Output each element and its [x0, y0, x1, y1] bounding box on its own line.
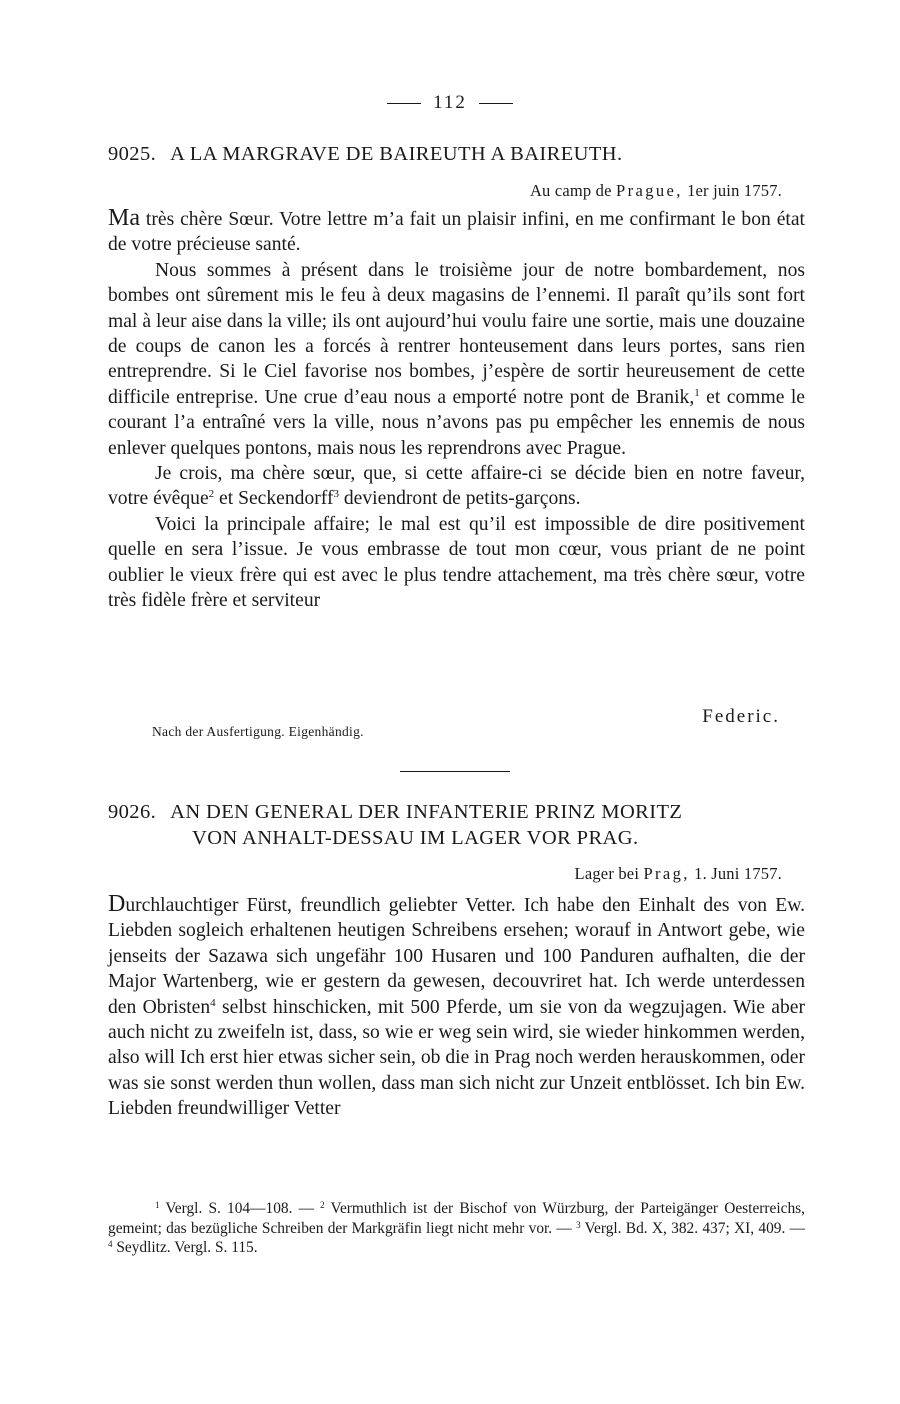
- letter-1-signature: Federic.: [702, 706, 780, 727]
- letter-2-dateline: [575, 864, 782, 884]
- letter-1-body: [108, 206, 805, 614]
- footnote-mark-3: 3: [576, 1219, 581, 1230]
- letter-2-body: [108, 892, 805, 1122]
- footnote-2: Vermuthlich ist der Bischof von Würzburg, der Parteigänger Oesterreichs, gemeint; das bezügliche Schreiben der Markgräfin liegt nicht mehr vor. —: [108, 1200, 805, 1237]
- letter-1-date-prefix: Au camp de: [529, 181, 612, 200]
- letter-1-paragraph-2-text-b: et comme le courant l’a entraîné vers la ville, nous n’avons pas pu empêcher les ennemis de nous enlever quelques pontons, mais nous les reprendrons avec Prague.: [108, 386, 806, 459]
- letter-1-dateline: [530, 181, 782, 201]
- letter-1-paragraph-2: [108, 258, 805, 461]
- footnote-mark-2: 2: [320, 1200, 325, 1210]
- page-number-text: 112: [433, 92, 467, 113]
- letter-1-date-rest: 1er juin 1757.: [687, 181, 782, 200]
- letter-2-paragraph-1-text-a: urchlauchtiger Fürst, freundlich geliebter Vetter. Ich habe den Einhalt des von Ew. Liebden sogleich erhaltenen heutigen Schreibens ersehen; worauf in Antwort gebe, wie jenseits der Sazawa sich ungefähr 100 Husaren und 100 Panduren aufhalten, die der Major Wartenberg, wie er gestern da gewesen, decouvriret hat. Ich werde unterdessen den Obristen: [108, 895, 805, 1018]
- page-number: [0, 92, 900, 114]
- page-number-dash-left: [387, 103, 421, 104]
- footnote-4: Seydlitz. Vergl. S. 115.: [112, 1239, 258, 1256]
- letter-2-paragraph-1: [108, 892, 805, 1122]
- letter-1-paragraph-3: [108, 461, 805, 512]
- letter-2-title-line-1: AN DEN GENERAL DER INFANTERIE PRINZ MORITZ: [170, 801, 683, 823]
- footnote-3: Vergl. Bd. X, 382. 437; XI, 409. —: [580, 1219, 805, 1237]
- letter-2-date-rest: 1. Juni 1757.: [694, 864, 782, 883]
- letter-2-title-line-2: VON ANHALT-DESSAU IM LAGER VOR PRAG.: [192, 827, 639, 849]
- section-divider: [400, 771, 510, 772]
- letter-2-date-prefix: Lager bei: [574, 864, 640, 883]
- footnotes: [108, 1199, 805, 1258]
- letter-2-heading: [108, 799, 808, 851]
- letter-1-paragraph-1: [108, 206, 805, 258]
- letter-1-initial: Ma: [108, 205, 140, 231]
- letter-1-paragraph-3-text-b: et Seckendorff: [214, 488, 334, 510]
- footnote-mark-1: 1: [155, 1200, 160, 1210]
- letter-2-paragraph-1-text-b: selbst hinschicken, mit 500 Pferde, um sie von da wegzujagen. Wie aber auch nicht zu zweifeln ist, dass, so wie er weg sein wird, sie wieder hinkommen werden, also will Ich erst hier etwas sicher sein, ob die in Prag noch werden herauskommen, oder was sie sonst werden thun wollen, dass man sich nicht zur Unzeit entblösset. Ich bin Ew. Liebden freundwilliger Vetter: [108, 996, 806, 1120]
- letter-1-number: 9025.: [108, 143, 157, 165]
- letter-2-date-place: Prag,: [643, 864, 690, 883]
- footnote-1: Vergl. S. 104—108. —: [159, 1200, 321, 1217]
- footnotes-text: [108, 1199, 805, 1258]
- letter-2-initial: D: [108, 891, 126, 917]
- footnote-ref-2: 2: [208, 488, 215, 501]
- letter-1-date-place: Prague,: [616, 181, 683, 200]
- letter-1-title: A LA MARGRAVE DE BAIREUTH A BAIREUTH.: [170, 143, 623, 165]
- footnote-mark-4: 4: [108, 1239, 113, 1249]
- page-number-dash-right: [479, 103, 513, 104]
- footnote-ref-3: 3: [333, 488, 339, 501]
- letter-1-paragraph-4: Voici la principale affaire; le mal est qu’il est impossible de dire positivement quelle en sera l’issue. Je vous embrasse de tout mon cœur, vous priant de ne point oublier le vieux frère qui est avec le plus tendre attachement, ma très chère sœur, votre très fidèle frère et serviteur: [108, 513, 805, 612]
- letter-1-source-note: Nach der Ausfertigung. Eigenhändig.: [152, 724, 364, 739]
- footnote-ref-4: 4: [210, 996, 216, 1009]
- letter-1-paragraph-2-text-a: Nous sommes à présent dans le troisième jour de notre bombardement, nos bombes ont sûrement mis le feu à deux magasins de l’ennemi. Il paraît qu’ils sont fort mal à leur aise dans la ville; ils ont aujourd’hui voulu faire une sortie, mais une douzaine de coups de canon les a forcés à rentrer honteusement dans leurs portes, sans rien entreprendre. Si le Ciel favorise nos bombes, j’espère de sortir heureusement de cette difficile entreprise. Une crue d’eau nous a emporté notre pont de Branik,: [108, 259, 805, 408]
- letter-1-paragraph-3-text-a: Je crois, ma chère sœur, que, si cette affaire-ci se décide bien en notre faveur, votre évêque: [108, 463, 805, 510]
- letter-1-heading: [108, 141, 808, 167]
- letter-2-number: 9026.: [108, 801, 157, 823]
- footnote-ref-1: 1: [694, 386, 700, 399]
- letter-1-paragraph-1-text: très chère Sœur. Votre lettre m’a fait un plaisir infini, en me confirmant le bon état de votre précieuse santé.: [108, 209, 805, 256]
- letter-1-paragraph-3-text-c: deviendront de petits-garçons.: [338, 488, 581, 510]
